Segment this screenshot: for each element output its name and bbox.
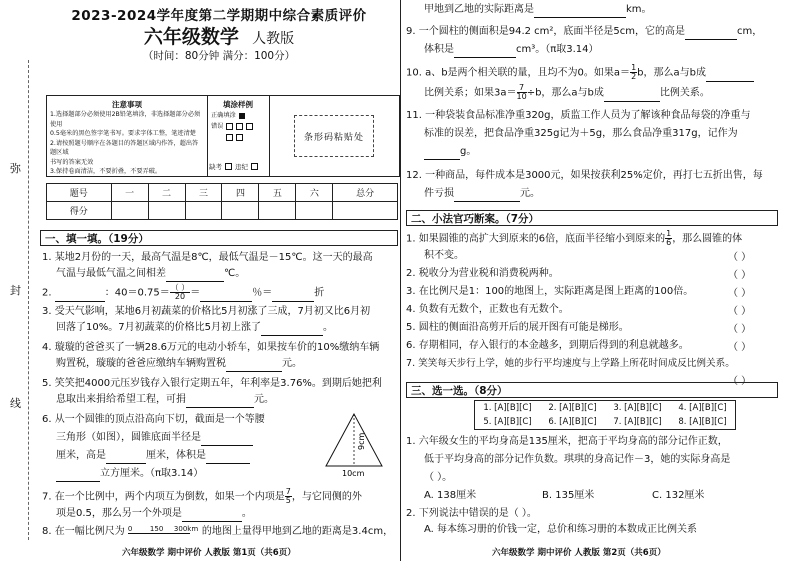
question-5: 5. 笑笑把4000元压岁钱存入银行定期五年，年利率是3.76%。到期后她把利 [42, 378, 382, 389]
notes-line: 书写的答案无效 [50, 158, 94, 166]
bubble-group[interactable]: 3. [A][B][C] [613, 403, 662, 413]
q-text: 1. 某地2月份的一天，最高气温是8℃，最低气温是－15℃。这一天的最高 [42, 252, 373, 263]
answer-blank[interactable] [201, 433, 253, 446]
judge-5: 5. 圆柱的侧面沿高剪开后的展开图有可能是梯形。 [406, 322, 629, 333]
height-label: 9cm [357, 432, 366, 450]
q-text: 。 [241, 508, 252, 519]
fraction-denominator: 5 [285, 496, 291, 505]
question-8 [42, 524, 398, 540]
q-text: ℃。 [224, 268, 246, 279]
q-text: b，那么a与b成 [637, 67, 706, 79]
q-text: 购置税，璇璇的爸爸应缴纳车辆购置税 [56, 358, 226, 369]
fraction-denominator: 2 [631, 72, 637, 81]
fraction [517, 84, 527, 101]
answer-blank[interactable] [56, 469, 100, 482]
judge-3-answer[interactable]: （ ） [728, 288, 752, 299]
q-text: 9. 一个圆柱的侧面积是94.2 cm²，底面半径是5cm，它的高是 [406, 26, 686, 37]
section-2-heading: 二、小法官巧断案。（7分） [406, 210, 778, 226]
q-text: 息取出来捐给希望工程，可捐 [56, 394, 186, 405]
q-text: 8. 在一幅比例尺为 [42, 526, 125, 537]
q-text: 厘米，体积是 [146, 450, 206, 461]
answer-blank[interactable] [55, 289, 105, 302]
barcode-label: 条形码粘贴处 [294, 115, 374, 157]
q-text: 7. 在一个比例中，两个内项互为倒数，如果一个内项是 [42, 491, 285, 503]
q-text: cm³。（π取3.14） [516, 44, 599, 55]
bubble-row [475, 415, 735, 429]
empty-box-icon [236, 123, 243, 130]
question-6: 6. 从一个圆锥的顶点沿高向下切，截面是一个等腰 [42, 414, 265, 425]
judge-6-answer[interactable]: （ ） [728, 342, 752, 353]
question-3: 3. 受天气影响，某地6月初蔬菜的价格比5月初涨了三成，7月初又比6月初 [42, 306, 371, 317]
question-9-cont [424, 42, 780, 58]
q-text: 体积是 [424, 44, 454, 55]
bubble-row [475, 401, 735, 415]
filled-box-icon [239, 113, 245, 119]
q-text: 立方厘米。（π取3.14） [100, 468, 204, 479]
q-text: 回落了10%。7月初蔬菜的价格比5月初上涨了 [56, 322, 261, 333]
bubble-group[interactable]: 4. [A][B][C] [678, 403, 727, 413]
absent-label: 缺考 [209, 163, 222, 171]
seal-label-1: 弥 [10, 162, 21, 175]
empty-box-icon [226, 123, 233, 130]
judge-2: 2. 税收分为营业税和消费税两种。 [406, 268, 559, 279]
choice-1: 1. 六年级女生的平均身高是135厘米，把高于平均身高的部分记作正数， [406, 436, 728, 447]
fill-wrong-label: 错误 [211, 123, 224, 130]
question-11-cont: 标准的误差，把食品净重325g记为＋5g，那么食品净重317g，记作为 [424, 128, 738, 139]
q-text: 比例关系。 [659, 87, 710, 99]
question-3-cont [56, 320, 412, 336]
binding-strip [0, 0, 36, 561]
score-header-cell: 三 [185, 184, 222, 202]
question-5-cont [56, 392, 412, 408]
notes-line: 3.保持卷面清洁，不要折叠，不要弄破。 [50, 168, 162, 175]
q-text: 厘米，高是 [56, 450, 106, 461]
judge-2-answer[interactable]: （ ） [728, 270, 752, 281]
judge-4: 4. 负数有无数个，正数也有无数个。 [406, 304, 569, 315]
question-10-cont [424, 84, 780, 102]
choice-2: 2. 下列说法中错误的是（ ）。 [406, 508, 537, 519]
judge-3: 3. 在比例尺是1：100的地图上，实际距离是图上距离的100倍。 [406, 286, 694, 297]
choice-1-option-b[interactable]: B. 135厘米 [542, 490, 595, 501]
q-text: 的地图上量得甲地到乙地的距离是3.4cm， [201, 526, 394, 537]
fraction-numerator: 7 [517, 84, 527, 93]
judge-7-answer[interactable]: （ ） [728, 376, 752, 387]
section-1-heading: 一、填一填。（19分） [40, 230, 398, 246]
fraction-denominator: 6 [666, 238, 672, 247]
score-header-cell: 总分 [333, 184, 398, 202]
empty-box-icon [226, 134, 233, 141]
bubble-group[interactable]: 8. [A][B][C] [678, 417, 727, 427]
answer-blank[interactable] [706, 69, 754, 82]
bubble-group[interactable]: 6. [A][B][C] [548, 417, 597, 427]
choice-2-option-a[interactable]: A. 每本练习册的价钱一定，总价和练习册的本数成正比例关系 [424, 524, 698, 535]
score-value-row [47, 202, 398, 220]
seal-label-2: 封 [10, 284, 21, 297]
subject-name: 六年级数学 [143, 26, 239, 48]
q-text: ，与它同侧的外 [291, 491, 362, 503]
page-2-footer: 六年级数学 期中评价 人教版 第2页（共6页） [492, 548, 666, 558]
fraction-denominator: 10 [516, 92, 527, 101]
q-text: 甲地到乙地的实际距离是 [424, 4, 534, 15]
fraction-numerator: 1 [631, 63, 637, 72]
answer-blank[interactable] [534, 5, 626, 18]
score-cell[interactable] [259, 202, 296, 220]
notes-panel [47, 96, 208, 176]
score-table [46, 183, 398, 220]
answer-blank[interactable] [200, 289, 252, 302]
barcode-area [269, 96, 399, 176]
choice-1-cont2: （ ）。 [424, 472, 453, 483]
q-text: km。 [626, 4, 652, 15]
base-label: 10cm [342, 469, 365, 478]
answer-blank[interactable] [226, 359, 282, 372]
violation-checkbox[interactable] [251, 163, 258, 170]
q-text: 折 [314, 287, 325, 299]
bubble-group[interactable]: 2. [A][B][C] [548, 403, 597, 413]
question-10 [406, 64, 762, 82]
choice-1-cont: 低于平均身高的部分记作负数。琪琪的身高记作－3，她的实际身高是 [424, 454, 731, 465]
page-1-footer: 六年级数学 期中评价 人教版 第1页（共6页） [122, 548, 296, 558]
judge-1-cont [424, 248, 780, 264]
q-text: 气温与最低气温之间相差 [56, 268, 166, 279]
section-3-heading: 三、选一选。（8分） [406, 382, 778, 398]
answer-bubble-box [474, 400, 736, 430]
question-11: 11. 一种袋装食品标准净重320g，质监工作人员为了解该种食品每袋的净重与 [406, 110, 751, 121]
fraction-numerator: 1 [666, 229, 672, 238]
page-1 [38, 0, 400, 561]
notes-line: 1.选择题部分必须使用2B铅笔填涂，非选择题部分必须使用 [50, 111, 201, 128]
scale-bar [128, 524, 202, 538]
question-7-cont [56, 506, 412, 522]
q-text: 比例关系；如果3a＝ [424, 87, 517, 99]
q-text: 。 [322, 322, 333, 333]
q-text: ，那么圆锥的体 [672, 233, 743, 245]
score-cell[interactable] [333, 202, 398, 220]
scale-tick-150: 150 [149, 525, 164, 533]
absent-violation [209, 162, 258, 171]
fraction-denominator: 20 [174, 292, 186, 301]
score-cell[interactable] [111, 202, 148, 220]
score-header-cell: 题号 [47, 184, 112, 202]
notes-heading: 注意事项 [112, 100, 142, 109]
fill-correct [207, 110, 269, 121]
bubble-group[interactable]: 1. [A][B][C] [483, 403, 532, 413]
answer-blank[interactable] [454, 189, 520, 202]
score-header-cell: 四 [222, 184, 259, 202]
judge-1-answer[interactable]: （ ） [728, 252, 752, 263]
score-header-cell: 五 [259, 184, 296, 202]
q-text: 元。 [254, 394, 274, 405]
score-cell[interactable] [148, 202, 185, 220]
score-header-row [47, 184, 398, 202]
question-11-cont2 [424, 144, 780, 160]
judge-5-answer[interactable]: （ ） [728, 324, 752, 335]
answer-blank[interactable] [604, 89, 660, 102]
question-1-cont [56, 266, 412, 282]
q-text: ％＝ [252, 287, 273, 299]
fraction [170, 284, 191, 301]
q-text: 项是0.5，那么另一个外项是 [56, 508, 182, 519]
answer-blank[interactable] [272, 289, 314, 302]
answer-blank[interactable] [166, 269, 224, 282]
choice-1-option-c[interactable]: C. 132厘米 [652, 490, 705, 501]
score-cell[interactable] [185, 202, 222, 220]
q-text: ：40＝0.75＝ [104, 287, 170, 299]
cone-section-figure [318, 412, 390, 480]
fraction-numerator: （ ） [170, 283, 190, 292]
fill-wrong-2 [207, 132, 269, 143]
edition-label: 人教版 [252, 31, 295, 47]
judge-4-answer[interactable]: （ ） [728, 306, 752, 317]
fill-wrong [207, 121, 269, 132]
question-1 [42, 250, 398, 266]
question-7 [42, 488, 398, 506]
question-9 [406, 24, 762, 40]
q-text: ＝ [190, 287, 201, 299]
answer-blank[interactable] [186, 395, 254, 408]
bubble-group[interactable]: 7. [A][B][C] [613, 417, 662, 427]
notes-line: 2.请按照题号顺序在各题目的答题区域内作答，超出答题区域 [50, 139, 199, 156]
seal-label-3: 线 [10, 397, 21, 410]
fill-correct-label: 正确填涂 [211, 112, 236, 119]
score-header-cell: 一 [111, 184, 148, 202]
question-12: 12. 一种商品，每件成本是3000元，如果按获利25%定价，再打七五折出售，每 [406, 170, 763, 181]
fraction [285, 488, 292, 505]
question-4-cont [56, 356, 412, 372]
answer-blank[interactable] [106, 451, 146, 464]
fraction-numerator: 7 [285, 487, 291, 496]
question-2 [42, 284, 398, 302]
q-text: ÷b，那么a与b成 [526, 87, 604, 99]
absent-checkbox[interactable] [225, 163, 232, 170]
score-cell[interactable] [296, 202, 333, 220]
exam-title: 2023-2024学年度第二学期期中综合素质评价 [71, 8, 367, 24]
score-cell[interactable] [222, 202, 259, 220]
q-text: 2. [42, 287, 52, 299]
notes-line: 0.5毫米的黑色签字笔书写。要求字体工整，笔迹清楚 [50, 130, 196, 137]
q-text: cm， [737, 26, 763, 37]
question-4: 4. 璇璇的爸爸买了一辆28.6万元的电动小轿车，如果按车价的10%缴纳车辆 [42, 342, 380, 353]
judge-7: 7. 笑笑每天步行上学，她的步行平均速度与上学路上所花时间成反比例关系。 [406, 358, 735, 369]
judge-6: 6. 存期相同，存入银行的本金越多，到期后得到的利息就越多。 [406, 340, 689, 351]
q-text: 元。 [520, 188, 540, 199]
score-label-cell: 得分 [47, 202, 112, 220]
q-text: 元。 [282, 358, 302, 369]
answer-blank[interactable] [206, 451, 250, 464]
page-2 [402, 0, 794, 561]
empty-box-icon [236, 134, 243, 141]
scale-tick-300: 300km [173, 525, 199, 533]
question-12-cont [424, 186, 780, 202]
q-text: 件亏损 [424, 188, 454, 199]
answer-blank[interactable] [454, 45, 516, 58]
scale-tick-0: 0 [127, 525, 133, 533]
question-8-cont [424, 2, 780, 18]
subject-title [38, 22, 400, 49]
fill-heading: 填涂样例 [223, 100, 253, 109]
q-text: 1. 如果圆锥的高扩大到原来的6倍，底面半径缩小到原来的 [406, 233, 666, 245]
score-header-cell: 六 [296, 184, 333, 202]
answer-blank[interactable] [424, 147, 460, 160]
q-text: 积不变。 [424, 250, 464, 261]
answer-blank[interactable] [685, 27, 737, 40]
answer-blank[interactable] [261, 323, 323, 336]
violation-label: 违纪 [235, 163, 248, 171]
q-text: g。 [460, 146, 477, 157]
bubble-group[interactable]: 5. [A][B][C] [483, 417, 532, 427]
binding-dashed-line [28, 60, 29, 540]
judge-1 [406, 230, 762, 248]
q-text: 三角形（如图），圆锥底面半径是 [56, 432, 201, 443]
q-text: 10. a、b是两个相关联的量，且均不为0。如果a＝ [406, 67, 631, 79]
score-header-cell: 二 [148, 184, 185, 202]
choice-1-option-a[interactable]: A. 138厘米 [424, 490, 477, 501]
answer-sheet-box [46, 95, 400, 177]
time-info: （时间：80分钟 满分：100分） [142, 50, 296, 62]
empty-box-icon [246, 123, 253, 130]
